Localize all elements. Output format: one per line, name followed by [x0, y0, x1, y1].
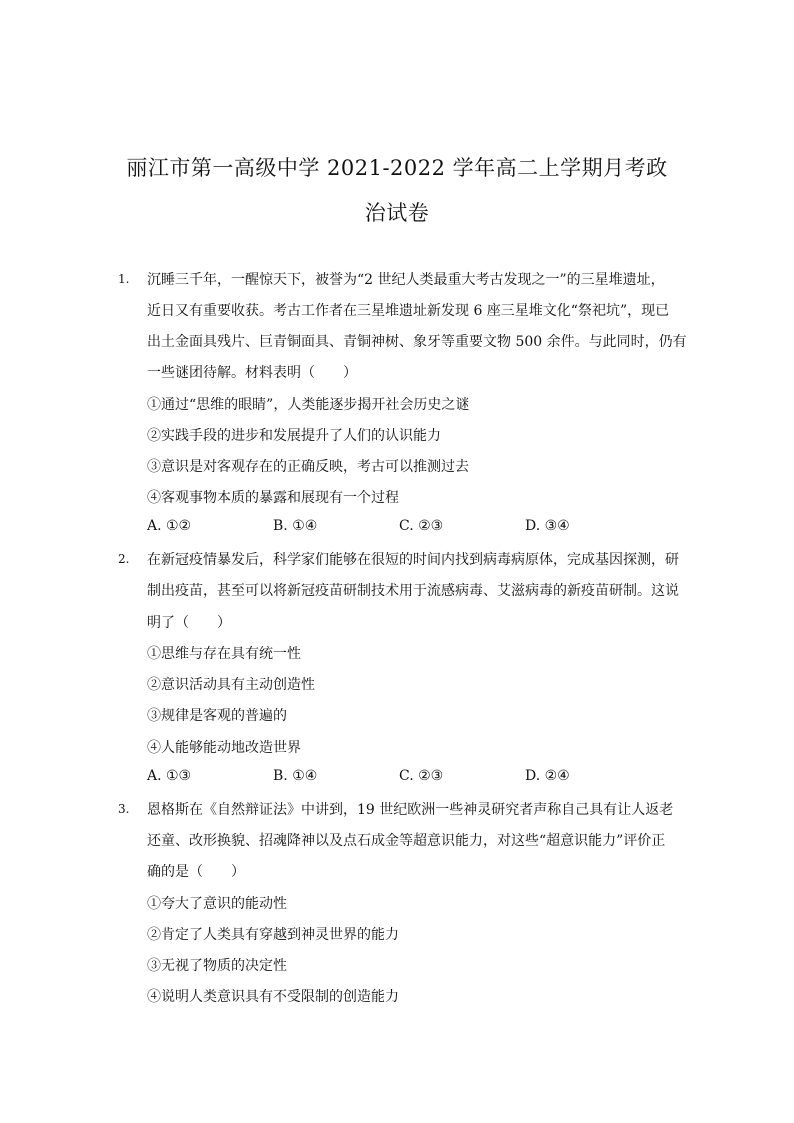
- statement: ③无视了物质的决定性: [147, 958, 287, 974]
- question-stem-line: 还童、改形换貌、招魂降神以及点石成金等超意识能力，对这些“超意识能力”评价正: [147, 833, 666, 849]
- question-stem-line: 近日又有重要收获。考古工作者在三星堆遗址新发现 6 座三星堆文化“祭祀坑”，现已: [147, 303, 670, 319]
- question-stem-line: 制出疫苗，甚至可以将新冠疫苗研制技术用于流感病毒、艾滋病毒的新疫苗研制。这说: [147, 583, 679, 599]
- statement: ②实践手段的进步和发展提升了人们的认识能力: [147, 428, 441, 444]
- option-d: D. ③④: [525, 518, 570, 534]
- option-a: A. ①③: [147, 768, 192, 784]
- option-b: B. ①④: [273, 768, 318, 784]
- statement: ①思维与存在具有统一性: [147, 646, 301, 662]
- statement: ④客观事物本质的暴露和展现有一个过程: [147, 490, 399, 506]
- statement: ②意识活动具有主动创造性: [147, 677, 315, 693]
- question-stem-line: 明了（ ）: [147, 615, 231, 631]
- option-c: C. ②③: [399, 518, 444, 534]
- statement: ②肯定了人类具有穿越到神灵世界的能力: [147, 927, 399, 943]
- statement: ④人能够能动地改造世界: [147, 740, 301, 756]
- option-b: B. ①④: [273, 518, 318, 534]
- question-stem-line: 确的是（ ）: [147, 864, 245, 880]
- question-number: 2.: [118, 552, 130, 566]
- question-stem-line: 出土金面具残片、巨青铜面具、青铜神树、象牙等重要文物 500 余件。与此同时，仍有: [147, 334, 687, 350]
- statement: ③意识是对客观存在的正确反映，考古可以推测过去: [147, 459, 469, 475]
- question-number: 3.: [118, 802, 130, 816]
- statement: ①通过“思维的眼睛”，人类能逐步揭开社会历史之谜: [147, 397, 470, 413]
- option-a: A. ①②: [147, 518, 192, 534]
- question-number: 1.: [118, 272, 130, 286]
- option-c: C. ②③: [399, 768, 444, 784]
- question-stem-line: 在新冠疫情暴发后，科学家们能够在很短的时间内找到病毒病原体，完成基因探测，研: [147, 552, 679, 568]
- option-d: D. ②④: [525, 768, 570, 784]
- title-line-2: 治试卷: [364, 201, 430, 225]
- statement: ③规律是客观的普遍的: [147, 708, 287, 724]
- statement: ①夸大了意识的能动性: [147, 896, 287, 912]
- title-line-1: 丽江市第一高级中学 2021-2022 学年高二上学期月考政: [126, 156, 668, 180]
- question-stem-line: 恩格斯在《自然辩证法》中讲到，19 世纪欧洲一些神灵研究者声称自己具有让人返老: [147, 802, 674, 818]
- statement: ④说明人类意识具有不受限制的创造能力: [147, 989, 399, 1005]
- question-stem-line: 沉睡三千年，一醒惊天下，被誉为“2 世纪人类最重大考古发现之一”的三星堆遗址，: [147, 272, 665, 288]
- question-stem-line: 一些谜团待解。材料表明（ ）: [147, 365, 357, 381]
